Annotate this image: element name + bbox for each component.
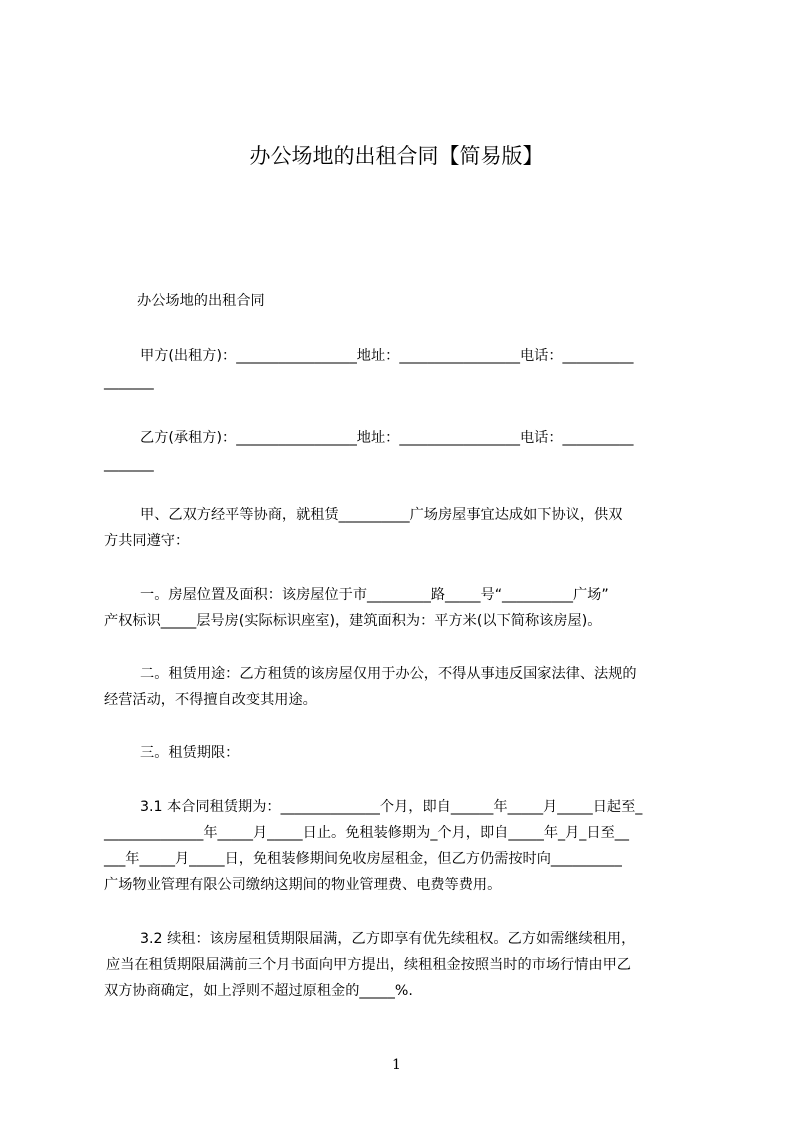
section-3-heading: 三。租赁期限：	[140, 745, 240, 761]
clause-3-2-line-2: 应当在租赁期限届满前三个月书面向甲方提出，续租租金按照当时的市场行情由甲乙	[106, 957, 631, 973]
clause-3-1-line-1: 3.1 本合同租赁期为：______________个月，即自______年_____月_____日起至_	[140, 799, 643, 815]
contract-subtitle: 办公场地的出租合同	[137, 293, 265, 309]
section-1-line-1: 一。房屋位置及面积：该房屋位于市_________路_____号“__________广场”	[140, 587, 609, 603]
clause-3-1-line-3: ___年_____月_____日，免租装修期间免收房屋租金，但乙方仍需按时向__________	[104, 851, 622, 867]
section-2-line-1: 二。租赁用途：乙方租赁的该房屋仅用于办公，不得从事违反国家法律、法规的	[140, 666, 637, 682]
party-a-line-continued: _______	[104, 374, 154, 390]
clause-3-2-line-3: 双方协商确定，如上浮则不超过原租金的_____%.	[104, 983, 413, 999]
section-1-line-2: 产权标识_____层号房(实际标识座室)，建筑面积为：平方米(以下简称该房屋)。	[104, 613, 602, 629]
intro-paragraph-line-2: 方共同遵守：	[104, 533, 190, 549]
party-a-line: 甲方(出租方)：_________________地址：_________________电话：__________	[140, 348, 634, 364]
intro-paragraph-line-1: 甲、乙双方经平等协商，就租赁__________广场房屋事宜达成如下协议，供双	[140, 507, 623, 523]
section-2-line-2: 经营活动，不得擅自改变其用途。	[104, 692, 317, 708]
clause-3-1-line-2: ______________年_____月_____日止。免租装修期为_个月，即自_____年_月_日至__	[104, 825, 629, 841]
clause-3-1-line-4: 广场物业管理有限公司缴纳这期间的物业管理费、电费等费用。	[104, 877, 502, 893]
document-title: 办公场地的出租合同【简易版】	[249, 144, 544, 168]
party-b-line-continued: _______	[104, 456, 154, 472]
party-b-line: 乙方(承租方)：_________________地址：_________________电话：__________	[140, 430, 634, 446]
clause-3-2-line-1: 3.2 续租：该房屋租赁期限届满，乙方即享有优先续租权。乙方如需继续租用，	[140, 931, 636, 947]
page-number: 1	[392, 1057, 401, 1073]
